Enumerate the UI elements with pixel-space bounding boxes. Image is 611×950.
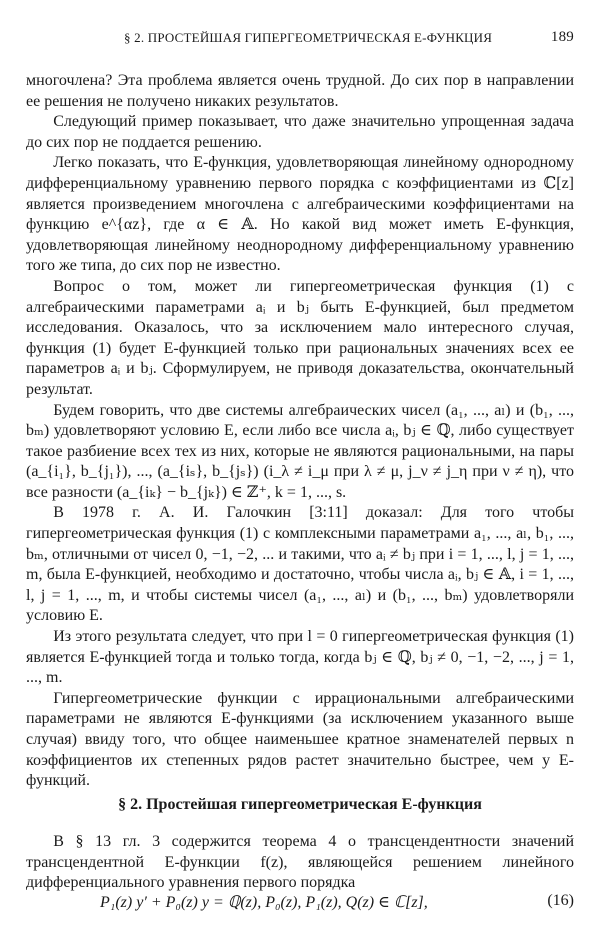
running-title: § 2. ПРОСТЕЙШАЯ ГИПЕРГЕОМЕТРИЧЕСКАЯ E-ФУНКЦИЯ [124, 30, 493, 45]
section-heading: § 2. Простейшая гипергеометрическая E-функция [118, 796, 482, 813]
page-number: 189 [550, 29, 574, 45]
equation-number: (16) [547, 892, 574, 909]
paragraph-condition-e: Будем говорить, что две системы алгебраических чисел (a₁, ..., aₗ) и (b₁, ..., bₘ) удовлетворяют условию E, если либо все числа aᵢ, bⱼ ∈ ℚ, либо существует такое разбиение всех тех из них, которые не являются рациональными, на пары (a_{i₁}, b_{j₁}), ..., (a_{iₛ}, b_{jₛ}) (i_λ ≠ i_μ при λ ≠ μ, j_ν ≠ j_η при ν ≠ η), что все разности (a_{iₖ} − b_{jₖ}) ∈ ℤ⁺, k = 1, ..., s. [26, 401, 574, 501]
equation-expression: P₁(z) y′ + P₀(z) y = ℚ(z), P₀(z), P₁(z), Q(z) ∈ ℂ[z], [100, 894, 428, 911]
paragraph-question: Вопрос о том, может ли гипергеометрическая функция (1) с алгебраическими параметрами aᵢ и bⱼ быть E-функцией, был предметом исследования. Оказалось, что за исключением мало интересного случая, функция (1) будет E-функцией только при рациональных значениях всех ее параметров aᵢ и bⱼ. Сформулируем, не приводя доказательства, окончательный результат. [26, 277, 574, 398]
paragraph-corollary: Из этого результата следует, что при l = 0 гипергеометрическая функция (1) является E-функцией тогда и только тогда, когда bⱼ ∈ ℚ, bⱼ ≠ 0, −1, −2, ..., j = 1, ..., m. [26, 628, 574, 687]
paragraph-section-intro: В § 13 гл. 3 содержится теорема 4 о трансцендентности значений трансцендентной E-функции f(z), являющейся решением линейного дифференциального уравнения первого порядка [26, 833, 574, 892]
paragraph-homogeneous: Легко показать, что E-функция, удовлетворяющая линейному однородному дифференциальному уравнению первого порядка с коэффициентами из ℂ[z] является произведением многочлена с алгебраическими коэффициентами на функцию e^{αz}, где α ∈ 𝔸. Но какой вид может иметь E-функция, удовлетворяющая линейному неоднородному дифференциальному уравнению того же типа, до сих пор не известно. [26, 154, 574, 275]
paragraph-irrational: Гипергеометрические функции с иррациональными алгебраическими параметрами не являются E-функциями (за исключением указанного выше случая) ввиду того, что общее наименьшее кратное знаменателей первых n коэффициентов их степенных рядов растет значительно быстрее, чем у E-функций. [26, 689, 574, 790]
paragraph-galochkin-theorem: В 1978 г. А. И. Галочкин [3:11] доказал: Для того чтобы гипергеометрическая функция (1) с комплексными параметрами a₁, ..., aₗ, b₁, ..., bₘ, отличными от чисел 0, −1, −2, ... и такими, что aᵢ ≠ bⱼ при i = 1, ..., l, j = 1, ..., m, была E-функцией, необходимо и достаточно, чтобы числа aᵢ, bⱼ ∈ 𝔸, i = 1, ..., l, j = 1, ..., m, и чтобы системы чисел (a₁, ..., aₗ) и (b₁, ..., bₘ) удовлетворяли условию E. [26, 504, 574, 625]
paragraph-example: Следующий пример показывает, что даже значительно упрощенная задача до сих пор не поддается решению. [26, 113, 574, 151]
display-equation [26, 892, 574, 914]
main-text [26, 71, 574, 792]
section-text [26, 832, 574, 894]
paragraph-continuation: многочлена? Эта проблема является очень трудной. До сих пор в направлении ее решения не получено никаких результатов. [26, 72, 574, 110]
